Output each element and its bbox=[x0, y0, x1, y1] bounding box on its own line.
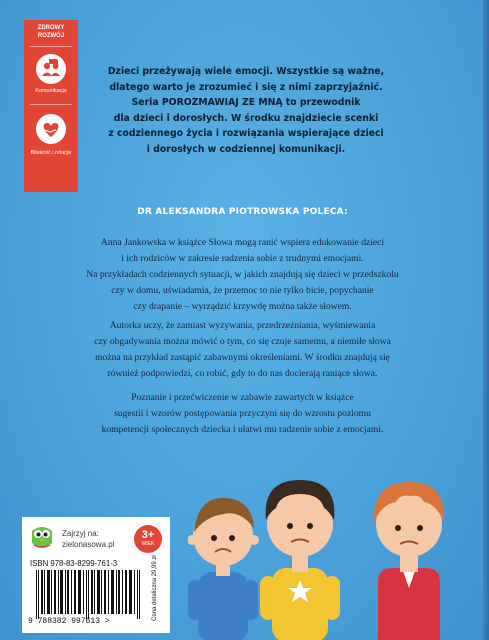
intro-line: dlatego warto je zrozumieć i się z nimi zaprzyjaźnić. bbox=[109, 81, 383, 93]
paragraph-line: Poznanie i przećwiczenie w zabawie zawartych w książce bbox=[131, 392, 354, 403]
promo-line: Zajrzyj na: bbox=[62, 529, 99, 538]
recommendation-paragraph-2 bbox=[60, 318, 425, 382]
communication-icon bbox=[36, 54, 66, 84]
intro-line: Dzieci przeżywają wiele emocji. Wszystkie są ważne, bbox=[107, 66, 385, 77]
paragraph-line: Na przykładach codziennych sytuacji, w jakich znajdują się dzieci w przedszkolu bbox=[86, 268, 399, 280]
paragraph-line: kompetencji społecznych dziecka i ułatwi mu radzenie sobie z emocjami. bbox=[101, 423, 384, 435]
series-intro bbox=[96, 64, 396, 158]
recommendation-paragraph-3 bbox=[60, 390, 425, 438]
series-strip bbox=[24, 20, 78, 192]
paragraph-line: również podpowiedzi, co robić, gdy to do nas docierają raniące słowa. bbox=[107, 367, 378, 379]
publisher-website-link[interactable]: zielonasowa.pl bbox=[62, 540, 115, 549]
barcode-number: 9 788382 997613 > bbox=[28, 617, 110, 626]
barcode bbox=[34, 570, 144, 619]
intro-line: i dorosłych w codziennej komunikacji. bbox=[146, 143, 346, 155]
children-illustration bbox=[188, 452, 483, 640]
age-badge bbox=[134, 525, 162, 553]
paragraph-line: czy w domu, uświadamia, że przemoc to nie tylko bicie, popychanie bbox=[111, 284, 374, 296]
isbn-text: ISBN 978-83-8299-761-3 bbox=[30, 559, 118, 568]
intro-line: z codziennego życia i rozwiązania wspierające dzieci bbox=[108, 128, 384, 140]
child-middle bbox=[260, 480, 340, 640]
paragraph-line: i ich rodziców w zakresie radzenia sobie z trudnymi emocjami. bbox=[121, 252, 364, 264]
paragraph-line: Anna Jankowska w książce Słowa mogą ranić wspiera edukowanie dzieci bbox=[100, 237, 385, 248]
age-value: 3+ bbox=[141, 529, 155, 541]
book-spine-edge bbox=[483, 0, 489, 640]
recommendation-heading: DR ALEKSANDRA PIOTROWSKA POLECA: bbox=[137, 207, 348, 217]
owl-logo-icon bbox=[30, 525, 54, 551]
badge-label-communication: Komunikacja bbox=[35, 88, 67, 94]
publisher-info-box bbox=[22, 517, 170, 633]
paragraph-line: Autorka uczy, że zamiast wyzywania, przedrzeźniania, wyśmiewania bbox=[109, 320, 376, 331]
paragraph-line: czy obgadywania można mówić o tym, co się czuje samemu, a niemiłe słowa bbox=[94, 335, 391, 347]
divider bbox=[30, 46, 72, 47]
intro-line: dla dzieci i dorosłych. W środku znajdziecie scenki bbox=[113, 112, 379, 124]
intro-line: Seria POROZMAWIAJ ZE MNĄ to przewodnik bbox=[131, 97, 361, 109]
divider bbox=[30, 104, 72, 105]
paragraph-line: czy drapanie – wyrządzić krzywdę można także słowem. bbox=[133, 300, 352, 312]
heart-hands-icon bbox=[36, 114, 66, 144]
paragraph-line: można na przykład zastąpić zabawnymi określeniami. W środku znajdują się bbox=[95, 351, 390, 363]
badge-label-relations: Bliskość i relacje bbox=[30, 150, 72, 156]
price-label: Cena detaliczna 29,99 zł bbox=[152, 555, 158, 621]
age-label: WIEK bbox=[141, 541, 155, 547]
recommendation-paragraph-1 bbox=[60, 235, 425, 315]
paragraph-line: sugestii i wzorów postępowania przyczyni się do wzrostu poziomu bbox=[114, 407, 371, 419]
series-label: ZDROWY ROZWÓJ bbox=[37, 25, 65, 39]
child-left bbox=[188, 498, 259, 640]
price-label-box bbox=[150, 555, 166, 623]
child-right bbox=[374, 482, 444, 640]
